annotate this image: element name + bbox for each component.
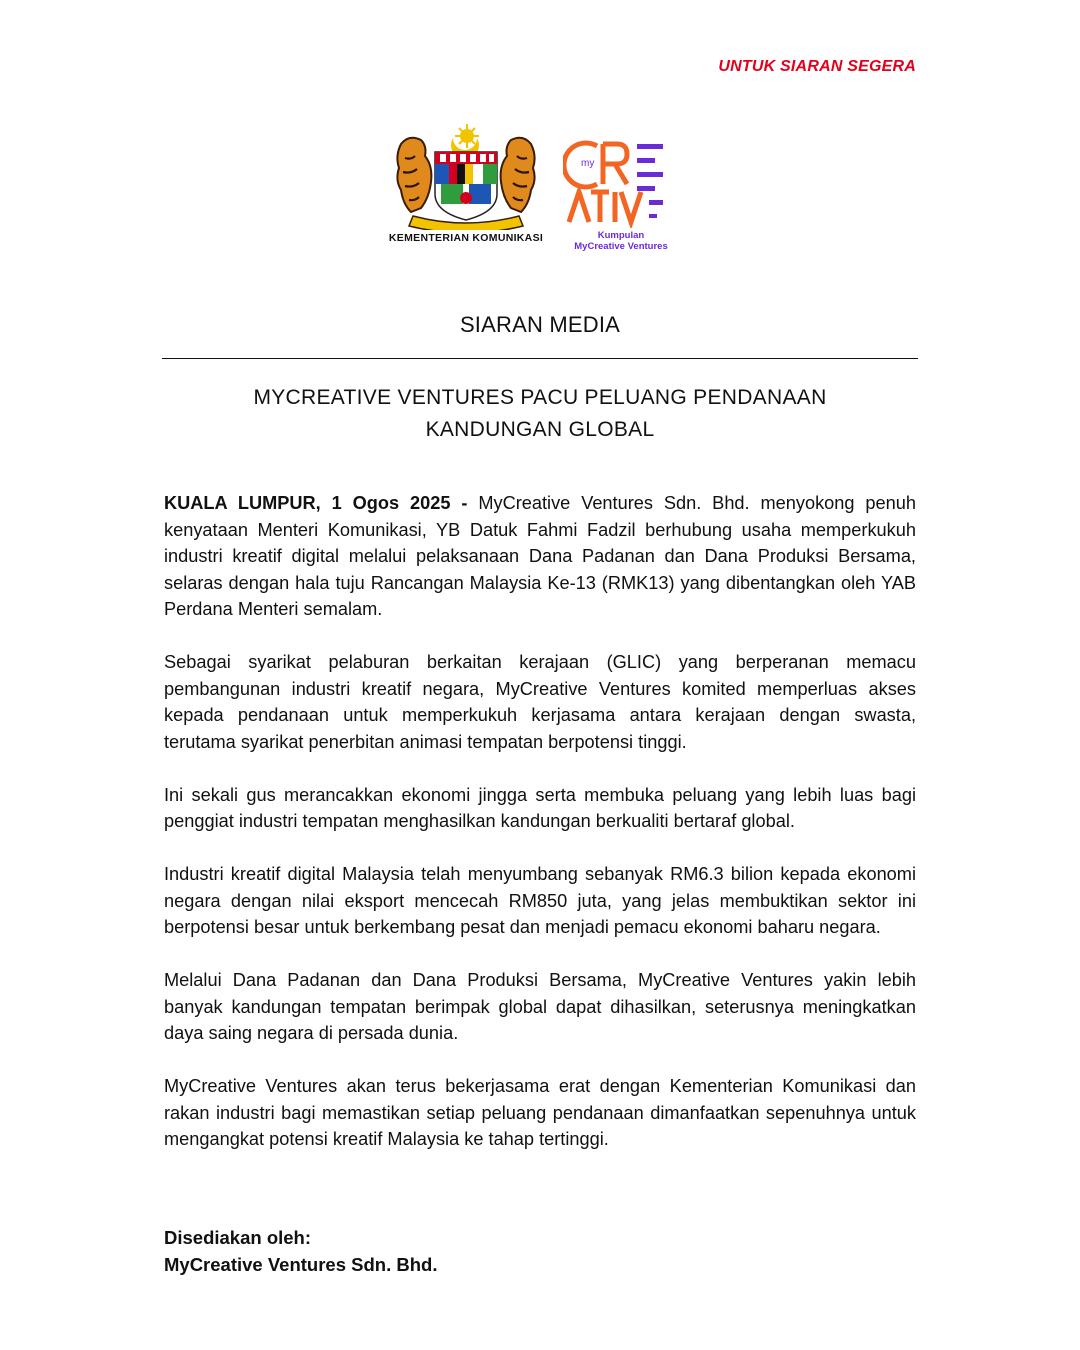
ministry-logo [384, 124, 548, 258]
signoff-org: MyCreative Ventures Sdn. Bhd. [164, 1254, 438, 1275]
press-release-body [164, 490, 916, 1179]
headline-line2: KANDUNGAN GLOBAL [425, 418, 655, 441]
logo-row [0, 118, 1080, 258]
ministry-name: KEMENTERIAN KOMUNIKASI [388, 232, 544, 244]
mycreative-logo [563, 136, 683, 258]
heading-divider [162, 358, 918, 359]
body-paragraph-4: Industri kreatif digital Malaysia telah menyumbang sebanyak RM6.3 bilion kepada ekonomi negara dengan nilai eksport mencecah RM850 juta, yang jelas membuktikan sektor ini berpotensi besar untuk berkembang pesat dan menjadi pemacu ekonomi baharu negara. [164, 864, 916, 937]
headline [162, 382, 918, 446]
mycreative-caption-line2: MyCreative Ventures [574, 241, 668, 252]
body-paragraph-6: MyCreative Ventures akan terus bekerjasama erat dengan Kementerian Komunikasi dan rakan industri bagi memastikan setiap peluang pendanaan dimanfaatkan sepenuhnya untuk mengangkat potensi kreatif Malaysia ke tahap tertinggi. [164, 1076, 916, 1149]
malaysia-coat-of-arms-icon [391, 124, 541, 230]
headline-line1: MYCREATIVE VENTURES PACU PELUANG PENDANAAN [253, 386, 827, 409]
body-paragraph-1 [164, 490, 916, 623]
svg-text:my: my [581, 158, 595, 169]
document-type-heading: SIARAN MEDIA [459, 312, 621, 337]
body-paragraph-1-text: MyCreative Ventures Sdn. Bhd. menyokong penuh kenyataan Menteri Komunikasi, YB Datuk Fahmi Fadzil berhubung usaha memperkukuh industri kreatif digital melalui pelaksanaan Dana Padanan dan Dana Produksi Bersama, selaras dengan hala tuju Rancangan Malaysia Ke-13 (RMK13) yang dibentangkan oleh YAB Perdana Menteri semalam. [164, 493, 916, 619]
mycreative-caption-line1: Kumpulan [597, 230, 645, 241]
dateline: KUALA LUMPUR, 1 Ogos 2025 - [164, 493, 468, 513]
signoff [164, 1224, 437, 1278]
body-paragraph-3: Ini sekali gus merancakkan ekonomi jingga serta membuka peluang yang lebih luas bagi penggiat industri tempatan menghasilkan kandungan berkualiti bertaraf global. [164, 784, 916, 831]
mycreative-logo-icon [563, 136, 679, 228]
body-paragraph-5: Melalui Dana Padanan dan Dana Produksi Bersama, MyCreative Ventures yakin lebih banyak kandungan tempatan berimpak global dapat dihasilkan, seterusnya meningkatkan daya saing negara di persada dunia. [164, 970, 916, 1043]
body-paragraph-2: Sebagai syarikat pelaburan berkaitan kerajaan (GLIC) yang berperanan memacu pembangunan industri kreatif negara, MyCreative Ventures komited memperluas akses kepada pendanaan untuk memperkukuh kerjasama antara kerajaan dengan swasta, terutama syarikat penerbitan animasi tempatan berpotensi tinggi. [164, 652, 916, 752]
signoff-label: Disediakan oleh: [164, 1227, 312, 1248]
release-tag: UNTUK SIARAN SEGERA [718, 58, 916, 75]
mycreative-caption [563, 230, 679, 252]
